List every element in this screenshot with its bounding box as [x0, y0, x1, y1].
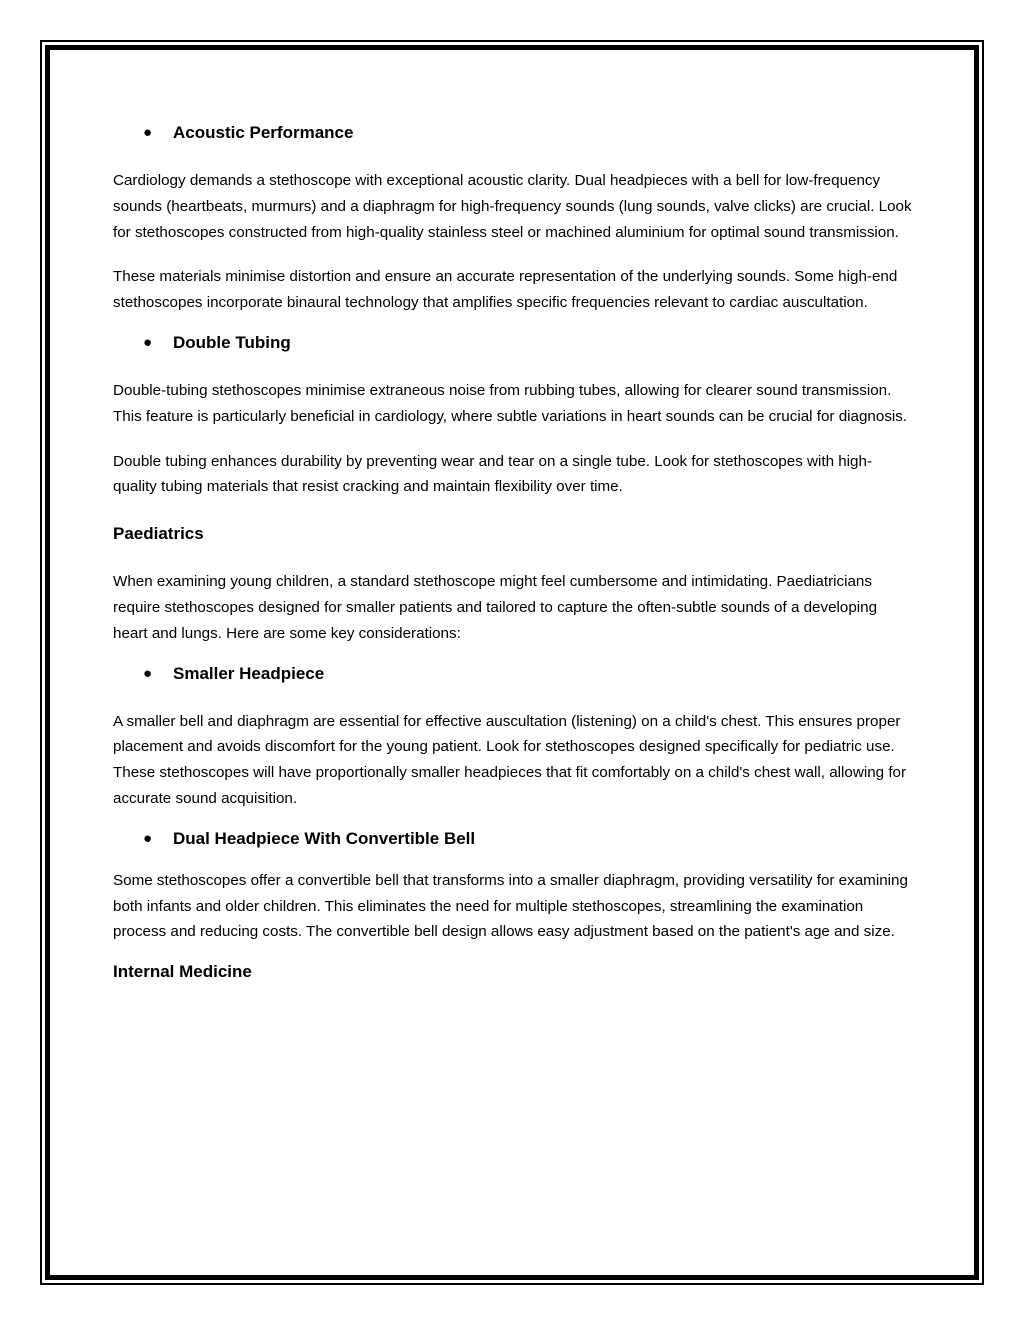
- paragraph: Double-tubing stethoscopes minimise extraneous noise from rubbing tubes, allowing for clearer sound transmission. This feature is particularly beneficial in cardiology, where subtle variations in heart sounds can be crucial for diagnosis.: [113, 381, 908, 425]
- document-body: [113, 118, 913, 1007]
- bullet-heading-dual-headpiece: [113, 824, 913, 854]
- bullet-icon: ●: [143, 829, 153, 847]
- bullet-heading-smaller-headpiece: [113, 659, 913, 689]
- paragraph: When examining young children, a standard stethoscope might feel cumbersome and intimidating. Paediatricians require stethoscopes designed for smaller patients and tailored to capture the often-subtle sounds of a developing heart and lungs. Here are some key considerations:: [113, 573, 878, 642]
- paragraph: Cardiology demands a stethoscope with exceptional acoustic clarity. Dual headpieces with a bell for low-frequency sounds (heartbeats, murmurs) and a diaphragm for high-frequency sounds (lung sounds, valve clicks) are crucial. Look for stethoscopes constructed from high-quality stainless steel or machined aluminium for optimal sound transmission.: [113, 172, 912, 241]
- bullet-icon: ●: [143, 333, 153, 351]
- bullet-icon: ●: [143, 664, 153, 682]
- section-heading-paediatrics: Paediatrics: [113, 524, 204, 544]
- bullet-heading-text: Double Tubing: [173, 332, 291, 352]
- bullet-heading-text: Smaller Headpiece: [173, 663, 325, 683]
- paragraph: These materials minimise distortion and ensure an accurate representation of the underlying sounds. Some high-end stethoscopes incorporate binaural technology that amplifies specific frequencies relevant to cardiac auscultation.: [113, 268, 898, 312]
- paragraph: Double tubing enhances durability by preventing wear and tear on a single tube. Look for stethoscopes with high-quality tubing materials that resist cracking and maintain flexibility over time.: [113, 452, 873, 496]
- bullet-heading-double-tubing: [113, 328, 913, 358]
- bullet-icon: ●: [143, 124, 153, 141]
- section-heading-internal-medicine: Internal Medicine: [113, 962, 252, 982]
- bullet-heading-text: Dual Headpiece With Convertible Bell: [173, 828, 476, 848]
- bullet-heading-acoustic-performance: [113, 118, 913, 148]
- bullet-heading-text: Acoustic Performance: [173, 123, 354, 142]
- paragraph: Some stethoscopes offer a convertible bell that transforms into a smaller diaphragm, providing versatility for examining both infants and older children. This eliminates the need for multiple stethoscopes, streamlining the examination process and reducing costs. The convertible bell design allows easy adjustment based on the patient's age and size.: [113, 871, 908, 941]
- paragraph: A smaller bell and diaphragm are essential for effective auscultation (listening) on a child's chest. This ensures proper placement and avoids discomfort for the young patient. Look for stethoscopes designed specifically for pediatric use. These stethoscopes will have proportionally smaller headpieces that fit comfortably on a child's chest wall, allowing for accurate sound acquisition.: [113, 712, 907, 807]
